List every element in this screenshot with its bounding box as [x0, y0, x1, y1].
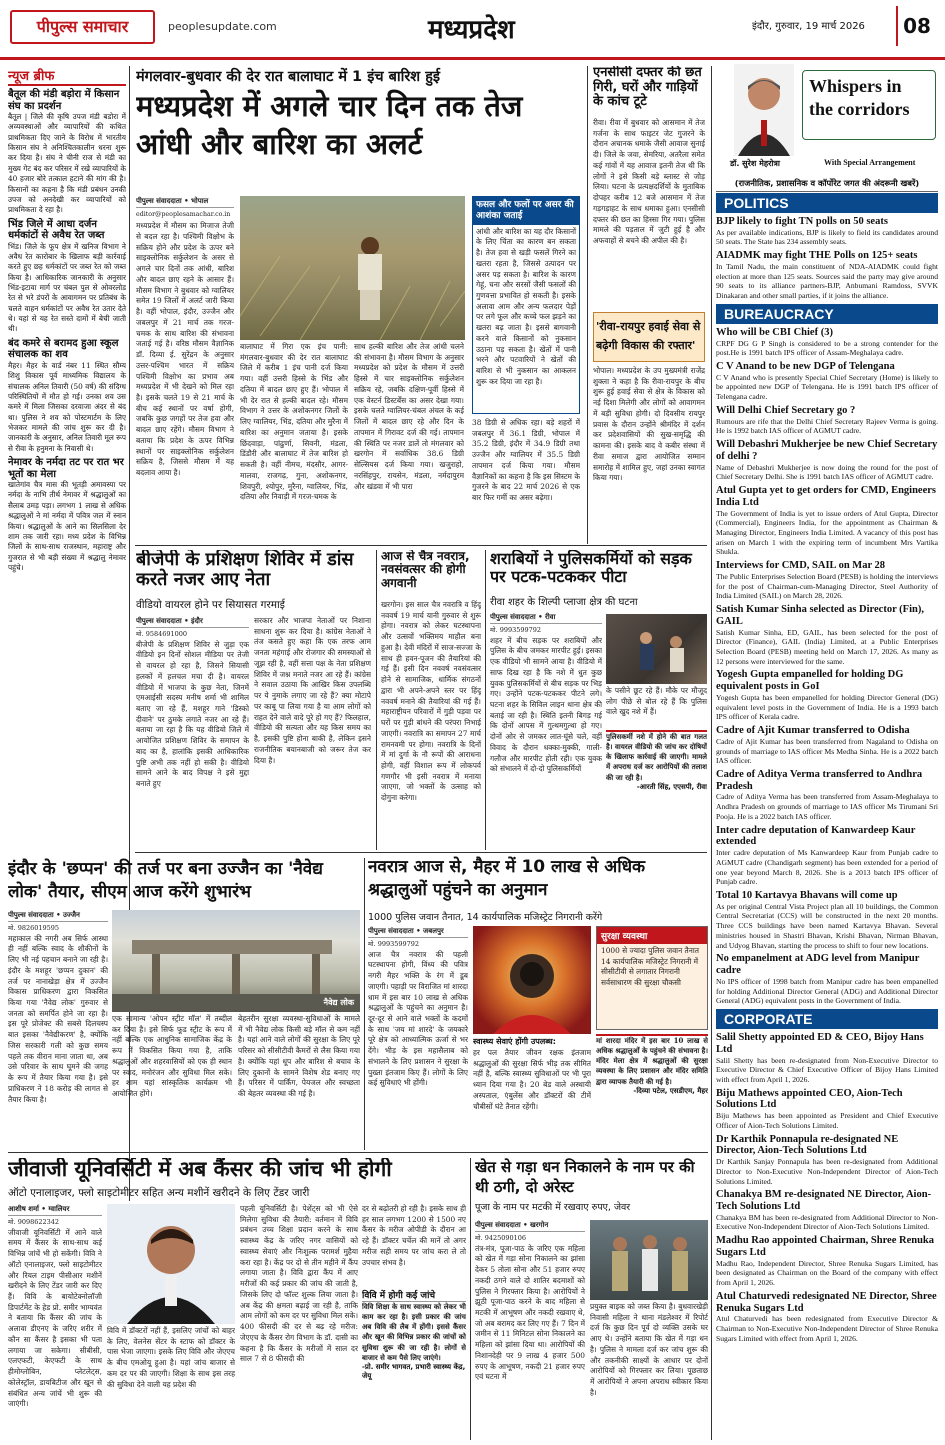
ncc-headline: एनसीसी दफ्तर की छत गिरी, घरों और गाड़ियों के कांच टूटे	[593, 66, 702, 110]
bjp-headline: बीजेपी के प्रशिक्षण शिविर में डांस करते नजर आए नेता	[136, 550, 354, 591]
lead-column-3: साथ हल्की बारिश और तेज आंधी चलने की संभावना है। मौसम विभाग के अनुसार मध्यप्रदेश को प्रदेश के मौसम में उत्तरी हिस्से में चार साइक्लोनिक सर्कुलेशन सक्रिय रहे, जबकि दक्षिण-पूर्वी हिस्से में एक वेस्टर्न डिस्टर्बेंस का असर देखा गया। इसके चलते ग्वालियर-चंबल अंचल के कई जिलों में बादल छाए रहे और दिन के तापमान में गिरावट दर्ज की गई। तापमान की स्थिति पर नजर डालें तो मंगलवार को खरगोन में सर्वाधिक 38.6 डिग्री सेल्सियस दर्ज किया गया। खजुराहो, नरसिंहपुर, रायसेन, मंडला, नर्मदापुरम और खंडवा में भी पारा	[354, 342, 464, 491]
corporate-item: Biju Mathews appointed CEO, Aion-Tech Solutions Ltd Biju Mathews has been appointed as President and Chief Executive Officer of Aion-Tech Solutions Limited.	[716, 1087, 938, 1130]
bureaucracy-item: C V Anand to be new DGP of Telengana C V Anand who is presently Special Chief Secretary (Home) is likely to be appointed new DGP of Telengana. He is 1991 batch IPS officer of Telengana cadre.	[716, 361, 938, 402]
lead-sidebar: फसल और फलों पर असर की आशंका जताई आंधी और बारिश का यह दौर किसानों के लिए चिंता का कारण बन सकता है। तेज हवा से खड़ी फसलें गिरने का खतरा रहता है, जिससे उत्पादन पर असर पड़ सकता है। बारिश के कारण गेहूं, चना और सरसों जैसी फसलों की गुणवत्ता प्रभावित हो सकती है। इसके अलावा आम और अन्य फलदार पेड़ों पर लगे फूल और कच्चे फल झड़ने का खतरा बढ़ जाता है। इससे बागवानी करने वाले किसानों को नुकसान उठाना पड़ सकता है। खेतों में पानी भरने और पटवारियों ने खेतों की बारिश से भी नुकसान का आकलन शुरू कर दिया जा रहा है।	[472, 196, 580, 414]
politics-header: POLITICS	[716, 193, 938, 213]
corporate-item: Dr Karthik Ponnapula re-designated NE Director, Aion-Tech Solutions Ltd Dr Karthik Sanjay Ponnapula has been re-designated from Additional Director to Non-Executive Non-Independent Director of Aion-Tech Solutions Limited.	[716, 1133, 938, 1186]
brief-item: भिंड जिले में आधा दर्जन धर्मकांटों से अवैध रेत जब्त भिंड। जिले के फूप क्षेत्र में खनिज विभाग ने अवैध रेत कारोबार के खिलाफ बड़ी कार्रवाई करते हुए छह धर्मकांटों पर जब्त रेत को जब्त किया है। आधिकारिक जानकारी के अनुसार भिंड-इटावा मार्ग पर चंबल पुल से ओवरलोड रेत से भरे डंपरों के आवागमन पर प्रतिबंध के चलते वाहन धर्मकांटों पर अवैध रेत उतार देते थे। यहां से यह रेत सस्ते दामों में बेची जाती थी।	[8, 218, 126, 334]
whispers-header	[716, 64, 938, 176]
corporate-item: Salil Shetty appointed ED & CEO, Bijoy Hans Ltd Salil Shetty has been re-designated from Non-Executive Director to Executive Director & Chief Executive Officer of Bijoy Hans Limited with effect from April 1, 2026.	[716, 1032, 938, 1084]
farmer-in-field-illustration	[240, 196, 465, 340]
rewa-photo	[606, 614, 707, 684]
bureaucracy-item: Cadre of Ajit Kumar transferred to Odisha Cadre of Ajit Kumar has been transferred from Nagaland to Odisha on grounds of marriage to IAS officer Ms Medha Sinha. He is a 2022 batch IAS officer.	[716, 725, 938, 766]
site-url[interactable]: peoplesupdate.com	[168, 20, 277, 33]
whispers-tagline: (राजनीतिक, प्रशासनिक व कॉर्पोरेट जगत की अंदरूनी खबरें)	[716, 178, 938, 192]
ujjain-column-2: एक सामान्य 'ओपन स्ट्रीट मॉल' में तब्दील कर दिया है। इसे सिर्फ फूड स्ट्रीट के रूप में नहीं बल्कि एक आधुनिक सामाजिक केंद्र के रूप में विकसित किया गया है, ताकि श्रद्धालुओं और शहरवासियों को एक ही स्थान पर स्वाद, मनोरंजन और सुविधा मिल सके। हर शाम यहां सांस्कृतिक कार्यक्रम भी आयोजित होंगे।	[112, 1014, 232, 1099]
corporate-item: Madhu Rao appointed Chairman, Shree Renuka Sugars Ltd Madhu Rao, Independent Director, Shree Renuka Sugars Limited, has been designated as Chairman on the Board of the company with effect from April 1, 2026.	[716, 1235, 938, 1288]
jiwaji-column-3: दर से बढ़ोतरी हो रही है। इसके साथ ही हर साल लगभग 1200 से 1500 नए कैंसर के मरीज ओपीडी के दौरान आ रहे हैं। डॉक्टर चर्चेल की मानें तो अगर मरीज सही समय पर जांच करा ले तो उपचार संभव है।	[362, 1204, 466, 1267]
rewa-deck: रीवा शहर के शिल्पी प्लाजा क्षेत्र की घटना	[490, 597, 638, 608]
ujjain-column-1: पीपुल्स संवाददाता • उज्जैन मो. 9826019595 महाकाल की नगरी अब सिर्फ आस्था ही नहीं बल्कि स्वाद के शौकीनों के लिए भी नई पहचान बनाने जा रही है। इंदौर के मशहूर 'छप्पन दुकान' की तर्ज पर नानाखेड़ा क्षेत्र में उज्जैन विकास प्राधिकरण द्वारा विकसित किया गया 'नैवेद्य लोक' गुरुवार से जनता को समर्पित होने जा रहा है। इस पूरे प्रोजेक्ट की सबसे दिलचस्प बात इसका 'नैवेद्यीकरण' है, क्योंकि जिस सरकारी गली को कुछ समय पहले तक वीरान माना जाता था, अब उसे परिवार के साथ घूमने की जगह के रूप में तैयार किया गया है। इसे प्राधिकरण ने 18 करोड़ की लागत से तैयार किया है।	[8, 910, 108, 1104]
jiwaji-column-1: आशीष शर्मा • ग्वालियर मो. 9098622342 जीवाजी यूनिवर्सिटी में आने वाले समय में कैंसर के साथ-साथ कई विभिन्न जांचें भी हो सकेंगी। विवि ने ऑटो एनालाइजर, फ्लो साइटोमीटर और रियल टाइम पीसीआर मशीनें खरीदने के लिए टेंडर जारी कर दिए हैं। विवि के बायोटेक्नोलॉजी डिपार्टमेंट के हेड प्रो. समीर भाग्यवंत ने बताया कि कैंसर की जांच के अलावा डीएनए के जरिए शरीर में कौन सा कैंसर है इसका भी पता लगाया जा सकेगा। सीबीसी, एलएफटी, केएफटी के साथ हीमोग्लोबिन, प्लेटलेट्स, कोलेस्ट्रॉल, डायबिटीज और खून से संबंधित अन्य जांचें भी शुरू की जाएंगी।	[8, 1204, 102, 1409]
khargone-column-2: प्रयुक्त बाइक को जब्त किया है। बुधवारखेड़ी निवासी महिला ने थाना मंडलेश्वर में रिपोर्ट दर्ज कि कुछ दिन पूर्व दो व्यक्ति उसके घर आए थे। उन्होंने बताया कि खेत में गड़ा धन है। पुलिस ने मामला दर्ज कर जांच शुरू की और तकनीकी साक्ष्यों के आधार पर दोनों आरोपियों को गिरफ्तार कर लिया। पूछताछ में आरोपियों ने अपना अपराध स्वीकार किया है।	[590, 1302, 708, 1397]
navratri-body: खरगोन। इस साल चैत्र नवरात्रि व हिंदू नववर्ष 19 मार्च यानी गुरुवार से शुरू होगा। नवरात्र को लेकर घटस्थापना और उत्सवों भक्तिमय माहौल बना हुआ है। देवी मंदिरों में साज-सज्जा के साथ ही हवन-पूजन की तैयारियां की गई हैं। इसी दिन नववर्ष नवसंवत्सर होने से सामाजिक, धार्मिक संगठनों द्वारा भी अपने-अपने स्तर पर हिंदू नववर्ष मनाने की तैयारियां की गई हैं। महाराष्ट्रीयन परिवारों में गुड़ी पड़वा पर घरों पर गुड़ी बांधने की परंपरा निभाई जाएगी। नवरात्रि का समापन 27 मार्च रामनवमी पर होगा। नवरात्रि के दिनों में मां दुर्गा के नौ रूपों की आराधना होगी, वहीं विशाल रूप में लोकपर्व गणगौर भी इसी नवरात्र में मनाया जाएगा, जो भक्तों के उत्साह को दोगुना करेगा।	[381, 600, 481, 803]
brief-item: बैतूल की मंडी बड़ोरा में किसान संघ का प्रदर्शन बैतूल | जिले की कृषि उपज मंडी बडोरा में अव्यवस्थाओं और व्यापारियों की कथित प्राथमिकता दिए जाने के विरोध में भारतीय किसान संघ ने अनिश्चितकालीन धरना शुरू कर दिया है। संघ ने चीनी राज से मंडी का मुख्य गेट बंद कर परिसर में रखे व्यापारियों के 40 हजार बोरे तत्काल हटाने की मांग की है। किसानों का कहना है कि मंडी प्रबंधन उनकी उपज को अनदेखी कर व्यापारियों को प्राथमिकता दे रहा है।	[8, 89, 126, 215]
bjp-deck: वीडियो वायरल होने पर सियासत गरमाई	[136, 599, 285, 611]
bureaucracy-item: Who will be CBI Chief (3) CRPF DG G P Singh is considered to be a strong contender for the post.He is 1991 batch IPS officer of Assam-Meghalaya cadre.	[716, 326, 938, 358]
jiwaji-deck: ऑटो एनालाइजर, फ्लो साइटोमीटर सहित अन्य मशीनें खरीदने के लिए टेंडर जारी	[8, 1187, 310, 1199]
khargone-deck: पूजा के नाम पर मटकी में रखवाए रुपए, जेवर	[475, 1202, 631, 1213]
rewa-pull-quote: पुलिसकर्मी नशे में होने की बात गलत है। वायरल वीडियो की जांच कर दोषियों के खिलाफ कार्रवाई की जाएगी। मामले में अपराध दर्ज कर आरोपियों की तलाश की जा रही है। -आरती सिंह, एएसपी, रीवा	[606, 730, 707, 848]
maihar-goddess-photo	[473, 926, 591, 1034]
raipur-headline-box: 'रीवा-रायपुर हवाई सेवा से बढ़ेगी विकास की रफ्तार'	[593, 312, 705, 362]
ncc-body: रीवा। रीवा में बुधवार को आसमान में तेज गर्जना के साथ फाइटर जेट गुजरने के दौरान अचानक धमाके जैसी आवाज सुनाई दी। जिले के जवा, सेमरिया, अतरैला समेत कई गांवों में यह आवाज इतनी तेज थी कि लोगों ने इसे किसी बड़े ब्लास्ट से जोड़ लिया। घटना के प्रत्यक्षदर्शियों के मुताबिक दोपहर करीब 12 बजे आसमान में तेज गड़गड़ाहट के साथ धमाका हुआ। एनसीसी दफ्तर की छत का हिस्सा गिर गया। पुलिस मामले की पड़ताल में जुटी हुई है और अफवाहों से बचने की अपील की है।	[593, 118, 705, 246]
corporate-item: Chanakya BM re-designated NE Director, Aion-Tech Solutions Ltd Chanakya BM has been re-designated from Additional Director to Non-Executive Non-Independent Director of Aion-Tech Solutions Limited.	[716, 1189, 938, 1232]
news-brief-column	[8, 66, 126, 786]
jiwaji-pull-quote: विवि शिक्षा के साथ स्वास्थ्य को लेकर भी काम कर रहा है। इसी प्रकार की जांच अब विवि की लैब में होंगी। इससे कैंसर और खून की विभिन्न प्रकार की जांचों को सुविधा शुरू की जा रही है। लोगों से बाजार से कम पैसे लिए जाएंगे। -प्रो. समीर भागवत, प्रभारी स्वास्थ्य केंद्र, जेयू	[362, 1302, 466, 1380]
english-column	[716, 190, 938, 1440]
dateline: इंदौर, गुरुवार, 19 मार्च 2026	[752, 21, 865, 32]
lead-headline: मध्यप्रदेश में अगले चार दिन तक तेज आंधी और बारिश का अलर्ट	[136, 89, 523, 161]
photo-caption: बालाघाट में गिरा एक इंच पानी: मंगलवार-बुधवार की देर रात बालाघाट जिले में करीब 1 इंच पानी दर्ज किया गया। वहीं उत्तरी हिस्से के भिंड और दतिया में बादल छाए हुए हैं। भोपाल में भी देर रात से हल्की बादल रहे। मौसम विभाग ने उत्तर के अशोकनगर जिलों के लिए ग्वालियर, भिंड, दतिया और मुरैना में बारिश का अनुमान जताया है। इसके छिंदवाड़ा, पांढुर्णा, सिवनी, मंडला, डिंडौरी और बालाघाट में तेज बारिश हो सकती है। वहीं नीमच, मंदसौर, आगर-मालवा, राजगढ़, गुना, अशोकनगर, शिवपुरी, श्योपुर, मुरैना, ग्वालियर, भिंड, दतिया और निवाड़ी में गरज-चमक के	[240, 342, 348, 502]
bureaucracy-item: No empanelment at ADG level from Manipur cadre No IPS officer of 1998 batch from Manipur cadre has been empanelled for holding Additional Director General (ADG) and Additional Director General (ADG) equivalent posts in the Government of India.	[716, 953, 938, 1006]
maihar-headline: नवरात्र आज से, मैहर में 10 लाख से अधिक श्रद्धालुओं पहुंचने का अनुमान	[368, 857, 646, 900]
professor-portrait	[107, 1204, 235, 1324]
columnist-name: डॉ. सुरेश मेहरोत्रा	[730, 159, 780, 168]
jiwaji-column-2: पहली यूनिवर्सिटी है। पेशेंट्स को भी ऐसे मिलेगा सुविधा की तैयारी: वर्तमान में विवि प्रबंधन उच्च शिक्षा प्रदान करने के साथ स्वास्थ्य केंद्र के जरिए नगर वासियों को स्वास्थ्य सेवाएं और निःशुल्क परामर्श मुहैया करा रहा है। केंद्र पर दो से तीन महीने में कैंप लगाया जाता है। विवि द्वारा कैंप में आए मरीजों की कई प्रकार की जांच की जाती है, जिसके लिए दो फॉल्ट शुल्क लिया जाता है। अब केंद्र की क्षमता बढ़ाई जा रही है, ताकि आम लोगों को कम दर पर सुविधा मिल सके। 400 फीसदी की दर से बढ़ रहे मरीज: जेएएच के कैंसर रोग विभाग के डॉ. दासी का कहना है कि कैंसर के मरीजों में साल दर साल 7 से 8 फीसदी की	[240, 1204, 358, 1364]
maihar-health-title: स्वास्थ्य सेवाएं होंगी उपलब्ध:	[473, 1037, 556, 1046]
jiwaji-caption: विवि में डॉक्टरों नहीं हैं, इसलिए जांचों को बाहर के लिए, वेलनेस सेंटर के स्टाफ को डॉक्टर के पास भेजा जाएगा। इसके लिए विवि और जेएएच के बीच एमओयू हुआ है। यहां जांच बाजार से कम दर पर की जाएगी। शिक्षा के साथ इस तरह की सुविधा देने वाली यह प्रदेश की	[107, 1326, 235, 1389]
field-photo	[240, 196, 465, 340]
lead-kicker: मंगलवार-बुधवार की देर रात बालाघाट में 1 इंच बारिश हुई	[136, 69, 441, 85]
bureaucracy-item: Total 10 Kartavya Bhavans will come up As per original Central Vista Project plan all 10 buildings, the Common Central Secretariat (CCS) will be constructed in the next 20 months. Three CCS buildings have been named Kartavya Bhavan. Several ministries housed in Shastri Bhavan, Krishi Bhavan, Nirman Bhavan, and Udyog Bhavan, starting the process to shift to four new locations.	[716, 890, 938, 950]
ujjain-headline: इंदौर के 'छप्पन' की तर्ज पर बना उज्जैन का 'नैवेद्य लोक' तैयार, सीएम आज करेंगे शुभारंभ	[8, 859, 323, 902]
bureaucracy-item: Will Debashri Mukherjee be new Chief Secretary of delhi ? Name of Debashri Mukherjee is now doing the round for the post of Chief Secretary Delhi. She is 1991 batch IAS officer of AGMUT cadre.	[716, 439, 938, 482]
maihar-column-1: पीपुल्स संवाददाता • जबलपुर मो. 9993599792 आज चैत्र नवरात्र की पहली घटस्थापना होगी, विंध्य की पवित्र नगरी मैहर भक्ति के रंग में डूब जाएगी। पहाड़ी पर विराजित मां शारदा धाम में इस बार 10 लाख से अधिक श्रद्धालुओं के पहुंचने का अनुमान है। दूर-दूर से आने वाले भक्तों के कदमों के साथ 'जय मां शारदे' के जयकारे पूरे क्षेत्र को आध्यात्मिक ऊर्जा से भर देंगे। भीड़ के इस महासैलाब को संभालने के लिए प्रशासन ने सुरक्षा के पुख्ता इंतजाम किए हैं। लोगों के लिए कई सुविधाएं भी होंगी।	[368, 926, 468, 1088]
rewa-column-1: पीपुल्स संवाददाता • रीवा मो. 9993599792 शहर में बीच सड़क पर शराबियों और पुलिस के बीच जमकर मारपीट हुई। इसका एक वीडियो भी सामने आया है। वीडियो में साफ दिख रहा है कि नशे में धुत कुछ युवक पुलिसकर्मियों से बीच सड़क पर भिड़ गए। उन्होंने पटक-पटककर पीटने लगे। घटना शहर के सिविल लाइन थाना क्षेत्र की बताई जा रही है। स्थिति इतनी बिगड़ गई कि दोनों आपस में गुत्थमगुत्था हो गए। दोनों ओर से जमकर लात-घूंसे चले, वहीं विवाद के दौरान धक्का-मुक्की, गाली-गलौज और मारपीट होती रही। एक युवक को संभालने में दो-दो पुलिसकर्मियों	[490, 612, 602, 774]
jiwaji-subhead: विवि में होगी कई जांचे	[362, 1288, 466, 1302]
corporate-item: Atul Chaturvedi redesignated NE Director, Shree Renuka Sugars Ltd Atul Chaturvedi has been redesignated from Executive Director & Chairman to Non-Executive Non-Independent Director of Shree Renuka Sugars Limited with effect from April 1, 2026.	[716, 1290, 938, 1343]
special-arrangement: With Special Arrangement	[824, 158, 916, 167]
bureaucracy-item: Satish Kumar Sinha selected as Director (Fin), GAIL Satish Kumar Sinha, ED, GAIL, has been selected for the post of Director (Finance), GAIL (India) Limited, at a Public Enterprises Selection Board (PESB) meeting held on March 17, 2026. As many as 12 persons were interviewed for the same.	[716, 604, 938, 666]
bureaucracy-item: Atul Gupta yet to get orders for CMD, Engineers India Ltd The Government of India is yet to issue orders of Atul Gupta, Director (Commercial), Engineers India, for the appointment as Chairman & Managing Director, Engineers India Limited. A vacancy of this post has arisen on March 1 with the expiring term of incumbent Mrs Vartika Shukla.	[716, 485, 938, 557]
maihar-column-2: हर पल तैयार जीवन रक्षक इंतजाम श्रद्धालुओं की सुरक्षा सिर्फ भीड़ तक सीमित नहीं है, बल्कि स्वास्थ्य सुविधाओं पर भी पूरा ध्यान दिया गया है। 20 बेड वाले अस्थायी अस्पताल, एंबुलेंस और डॉक्टरों की टीमें चौबीसों घंटे तैनात रहेंगी।	[473, 1048, 591, 1111]
maihar-deck: 1000 पुलिस जवान तैनात, 14 कार्यपालिक मजिस्ट्रेट निगरानी करेंगे	[368, 912, 603, 923]
lead-column-1: पीपुल्स संवाददाता • भोपाल editor@peoplesamachar.co.in मध्यप्रदेश में मौसम का मिजाज तेजी से बदल रहा है। पश्चिमी विक्षोभ के सक्रिय होने और प्रदेश के ऊपर बने साइक्लोनिक सर्कुलेशन के असर से अगले चार दिनों तक आंधी, बारिश और बादल छाए रहने के आसार हैं। मौसम विभाग ने बुधवार को ग्वालियर समेत 19 जिलों में अलर्ट जारी किया है। वहीं भोपाल, इंदौर, उज्जैन और जबलपुर में 21 मार्च तक गरज-चमक के साथ बारिश की संभावना जताई गई है। वरिष्ठ मौसम वैज्ञानिक डॉ. दिव्या ई. सुरेंद्रन के अनुसार उत्तर-पश्चिम भारत में सक्रिय पश्चिमी विक्षोभ का प्रभाव अब मध्यप्रदेश में भी देखने को मिल रहा है। इसके चलते 19 से 21 मार्च के बीच कई स्थानों पर वर्षा होगी, जबकि कुछ जगहों पर तेज हवा और बादल छाए रहेंगे। मौसम विभाग ने बताया कि प्रदेश के ऊपर विभिन्न स्थानों पर साइक्लोनिक सर्कुलेशन सक्रिय है, जिससे मौसम में यह बदलाव आया है।	[136, 196, 234, 478]
raipur-body: भोपाल। मध्यप्रदेश के उप मुख्यमंत्री राजेंद्र शुक्ला ने कहा है कि रीवा-रायपुर के बीच शुरू हुई हवाई सेवा से क्षेत्र के विकास को नई दिशा मिलेगी और लोगों को आवागमन में बड़ी सुविधा होगी। दो दिवसीय रायपुर प्रवास के दौरान उन्होंने श्रीमंदिर में दर्शन कर प्रदेशवासियों की सुख-समृद्धि की कामना की। इसके बाद वे कबीर संस्था में रीवा समाज द्वारा आयोजित सम्मान समारोह में शामिल हुए, जहां उनका स्वागत किया गया।	[593, 366, 705, 483]
ujjain-column-3: बेहतरीन सुरक्षा व्यवस्था-सुविधाओं के मामले में भी नैवेद्य लोक किसी बड़े मॉल से कम नहीं है। यहां आने वाले लोगों की सुरक्षा के लिए पूरे परिसर को सीसीटीवी कैमरों से लैस किया गया है। क्योंकि यहां धूप और बारिश से बचाव के लिए दुकानों के सामने विशेष शेड बनाए गए हैं। परिसर में पार्किंग, पेयजल और स्वच्छता की बेहतर व्यवस्था की गई है।	[238, 1014, 360, 1099]
masthead	[0, 0, 945, 60]
politics-item: BJP likely to fight TN polls on 50 seats As per available indications, BJP is likely to field its candidates around 50 seats. The State has 234 assembly seats.	[716, 216, 938, 247]
khargone-column-1: पीपुल्स संवाददाता • खरगोन मो. 9425090106 तंत्र-मंत्र, पूजा-पाठ के जरिए एक महिला को खेत में गड़ा सोना निकालने का झांसा देकर 5 तोला सोना और 51 हजार रुपए नकदी ठगने वाले दो शातिर बदमाशों को पुलिस ने गिरफ्तार किया है। आरोपियों ने झूठी पूजा-पाठ करने के बाद महिला से मटकी में आभूषण और नकदी रखवाए थे, जो अब बरामद कर लिए गए हैं। 7 दिन में जमीन से 11 मिनिटल सोना निकालने का महिला को झांसा दिया था। आरोपियों की निशानदेही पर 9 लाख 4 हजार 500 रुपए के आभूषण, नकदी 21 हजार रुपए एवं घटना में	[475, 1220, 585, 1382]
bureaucracy-item: Yogesh Gupta empanelled for holding DG equivalent posts in GoI Yogesh Gupta has been empanelled for holding Director General (DG) equivalent level posts in the Government of India. He is a 1993 batch IPS officer of Kerala cadre.	[716, 669, 938, 722]
politics-item: AIADMK may fight THE Polls on 125+ seats In Tamil Nadu, the main constituent of NDA-AIADMK could fight election at more than 125 seats. Sources said the party may give around 90 seats to its alliance partners-BJP, Anbumani Ramdoss, SVVK Dinakaran and other small parties, if it joins the alliance.	[716, 250, 938, 301]
bureaucracy-header: BUREAUCRACY	[716, 304, 938, 324]
section-title: मध्यप्रदेश	[428, 15, 515, 45]
whispers-logo: Whispers in the corridors	[802, 70, 936, 140]
rewa-column-2: के पसीने छूट रहे हैं। मौके पर मौजूद लोग पीछे से बोल रहे हैं कि पुलिस वाले खुद नशे में हैं।	[606, 686, 707, 717]
navratri-headline: आज से चैत्र नवरात्र, नवसंवत्सर की होगी अगवानी	[381, 550, 470, 590]
news-brief-label: न्यूज ब्रीफ	[8, 66, 126, 86]
brand-logo: पीपुल्स समाचार	[10, 10, 155, 44]
bjp-column-2: सरकार और भाजपा नेताओं पर निशाना साधना शुरू कर दिया है। कांग्रेस नेताओं ने तंज कसते हुए कहा कि एक तरफ आम जनता महंगाई और रोजगार की समस्याओं से जूझ रही है, वहीं सत्ता पक्ष के नेता प्रशिक्षण शिविर में जश्न मनाते नजर आ रहे हैं। कांग्रेस ने सवाल उठाया कि आखिर किस उपलब्धि पर ये नुमाके लगाए जा रहे हैं? क्या मोटापे पर काबू पा लिया गया है या आम लोगों को राहत देने वाले वादे पूरे हो गए हैं? फिलहाल, वीडियो की सत्यता और यह किस समय का है, इसकी पुष्टि होना बाकी है, लेकिन इसने राजनीतिक बयानबाजी को जरूर तेज कर दिया है।	[254, 616, 371, 765]
arrest-photo	[590, 1220, 708, 1300]
page-number-badge: 08	[896, 6, 936, 46]
brief-item: नेमावर के नर्मदा तट पर रात भर भूतों का मेला खातेगांव चैत्र मास की भूतड़ी अमावस्या पर नर्मदा के नाभि तीर्थ नेमावर में श्रद्धालुओं का सैलाब उमड़ पड़ा। लगभग 1 लाख से अधिक श्रद्धालुओं ने मां नर्मदा में पवित्र जल में स्नान किया। श्रद्धालुओं के आने का सिलसिला देर शाम तक जारी रहा। मध्य प्रदेश के विभिन्न जिलों के साथ-साथ राजस्थान, महाराष्ट्र और गुजरात से भी बड़ी संख्या में श्रद्धालु नेमावर पहुंचे।	[8, 457, 126, 572]
khargone-headline: खेत से गड़ा धन निकालने के नाम पर की थी ठगी, दो अरेस्ट	[475, 1158, 695, 1196]
bureaucracy-item: Interviews for CMD, SAIL on Mar 28 The Public Enterprises Selection Board (PESB) is holding the interviews for the post of Chairman-cum-Managing Director, Steel Authority of India Limited (SAIL) on March 28, 2026.	[716, 560, 938, 601]
corporate-header: CORPORATE	[716, 1009, 938, 1029]
bjp-column-1: पीपुल्स संवाददाता • इंदौर मो. 9584691000 बीजेपी के प्रशिक्षण शिविर से जुड़ा एक वीडियो इन दिनों सोशल मीडिया पर तेजी से वायरल हो रहा है, जिसने सियासी हलकों में हलचल मचा दी है। वायरल वीडियो में भाजपा के कुछ नेता, जिनमें एमआईसी सदस्य मनीष शर्मा भी शामिल बताए जा रहे हैं, मशहूर गाने 'डिस्को दीवाने' पर ठुमके लगाते नजर आ रहे हैं। बताया जा रहा है कि यह वीडियो जिले में आयोजित प्रशिक्षण शिविर के समापन के बाद का है, हालांकि इसकी आधिकारिक पुष्टि अभी तक नहीं हो सकी है। वीडियो सामने आने के बाद विपक्ष ने इसे मुद्दा बनाते हुए	[136, 616, 249, 789]
bureaucracy-item: Inter cadre deputation of Kanwardeep Kaur extended Inter cadre deputation of Ms Kanwardeep Kaur from Punjab cadre to AGMUT cadre (Chandigarh segment) has been extended for a period of one year beyond March 8, 2026. She is a 2013 batch IPS officer of Punjab cadre.	[716, 824, 938, 887]
bureaucracy-item: Will Delhi Chief Secretary go ? Rumours are rife that the Delhi Chief Secretary Rajeev Verma is going. He is 1992 batch IAS officer of AGMUT cadre.	[716, 404, 938, 436]
ujjain-photo	[112, 910, 360, 1012]
maihar-security-box: सुरक्षा व्यवस्था 1000 से ज्यादा पुलिस जवान तैनात 14 कार्यपालिक मजिस्ट्रेट निगरानी में सीसीटीवी से लगातार निगरानी सर्वसाधारण की सुरक्षा चौकसी	[596, 926, 708, 1030]
jiwaji-headline: जीवाजी यूनिवर्सिटी में अब कैंसर की जांच भी होगी	[8, 1158, 392, 1181]
columnist-photo	[734, 64, 794, 156]
brief-item: बंद कमरे से बरामद हुआ स्कूल संचालक का शव मैहर। मैहर के वार्ड नंबर 11 स्थित सौम्य शिशु विकास पूर्व माध्यमिक विद्यालय के संचालक अनिल तिवारी (50 वर्ष) की संदिग्ध परिस्थितियों में मौत हो गई। उनका शव उस कमरे में मिला जिसका दरवाजा अंदर से बंद था। पुलिस ने शव को पोस्टमार्टम के लिए भेजकर मामले की जांच शुरू कर दी है। जानकारी के अनुसार, अनिल तिवारी मूल रूप से रीवा के हनुमना के निवासी थे।	[8, 337, 126, 453]
maihar-pull-quote: मां शारदा मंदिर में इस बार 10 लाख से अधिक श्रद्धालुओं के पहुंचने की संभावना है। मंदिर मेला क्षेत्र में श्रद्धालुओं की सुरक्षा व्यवस्था के लिए प्रशासन और मंदिर समिति द्वारा व्यापक तैयारी की गई है। -दिव्या पटेल, एसडीएम, मैहर	[596, 1034, 708, 1150]
lead-column-4: 38 डिग्री से अधिक रहा। बड़े शहरों में जबलपुर में 36.1 डिग्री, भोपाल में 35.2 डिग्री, इंदौर में 34.9 डिग्री तथा उज्जैन और ग्वालियर में 35.5 डिग्री तापमान दर्ज किया गया। मौसम वैज्ञानिकों का कहना है कि इस सिस्टम के गुजरने के बाद 22 मार्च 2026 से एक बार फिर गर्मी का असर बढ़ेगा।	[472, 418, 580, 503]
bureaucracy-item: Cadre of Aditya Verma transferred to Andhra Pradesh Cadre of Aditya Verma has been transferred from Assam-Meghalaya to Andhra Pradesh on grounds of marriage to IAS officer Ms Tirumani Sri Pooja. He is a 2022 batch IAS officer.	[716, 768, 938, 821]
rewa-headline: शराबियों ने पुलिसकर्मियों को सड़क पर पटक-पटककर पीटा	[490, 550, 692, 586]
ujjain-photo-label: नैवेद्य लोक	[323, 998, 354, 1007]
